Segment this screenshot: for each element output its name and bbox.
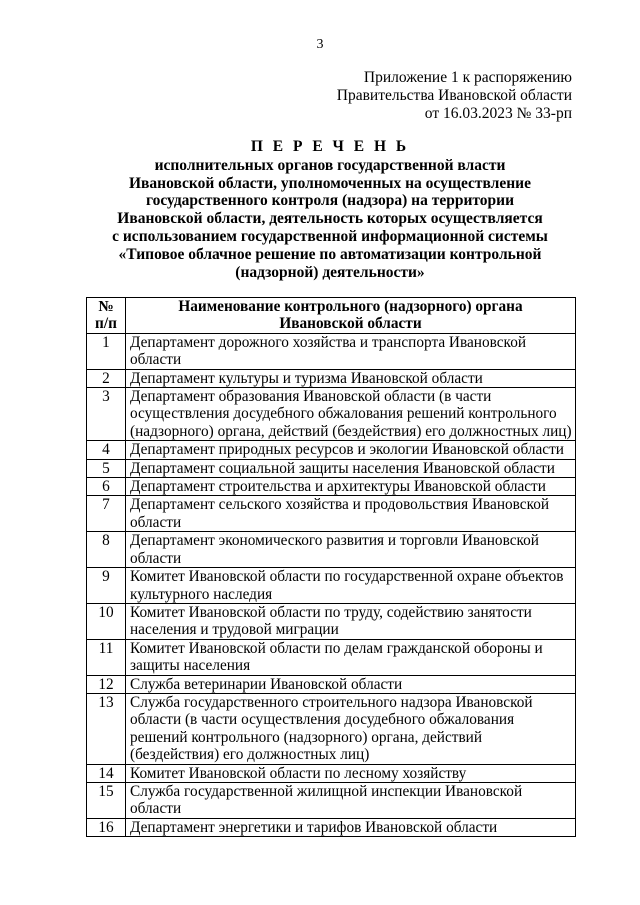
agency-name-line: (надзорного) органа, действий (бездействия) его должностных лиц) bbox=[130, 422, 572, 440]
row-number: 12 bbox=[87, 675, 126, 693]
agencies-table bbox=[86, 297, 576, 837]
agency-name bbox=[126, 532, 576, 568]
agency-name bbox=[126, 496, 576, 532]
agency-name bbox=[126, 639, 576, 675]
table-row bbox=[87, 764, 576, 782]
title-main: П Е Р Е Ч Е Н Ь bbox=[250, 138, 410, 155]
row-number: 10 bbox=[87, 603, 126, 639]
agency-name bbox=[126, 388, 576, 441]
table-row bbox=[87, 333, 576, 369]
agency-name bbox=[126, 441, 576, 459]
header-name bbox=[126, 298, 576, 334]
table-row bbox=[87, 388, 576, 441]
row-number: 16 bbox=[87, 818, 126, 836]
agency-name-line: Комитет Ивановской области по государственной охране объектов bbox=[130, 568, 564, 586]
agency-name-line: Комитет Ивановской области по лесному хозяйству bbox=[130, 764, 467, 782]
title-line: (надзорной) деятельности» bbox=[235, 263, 425, 281]
title-line: исполнительных органов государственной власти bbox=[154, 156, 506, 174]
appendix-note bbox=[337, 69, 572, 123]
agency-name bbox=[126, 818, 576, 836]
row-number: 3 bbox=[87, 388, 126, 441]
agency-name bbox=[126, 693, 576, 764]
table-row bbox=[87, 459, 576, 477]
agency-name-line: населения и трудовой миграции bbox=[130, 621, 339, 639]
agency-name-line: защиты населения bbox=[130, 657, 251, 675]
agency-name-line: области bbox=[130, 549, 182, 567]
row-number: 4 bbox=[87, 441, 126, 459]
agency-name-line: Департамент культуры и туризма Ивановской области bbox=[130, 369, 483, 387]
table-row bbox=[87, 782, 576, 818]
agency-name-line: Департамент дорожного хозяйства и транспорта Ивановской bbox=[130, 333, 527, 351]
table-row bbox=[87, 441, 576, 459]
agency-name-line: культурного наследия bbox=[130, 585, 273, 603]
header-line: Наименование контрольного (надзорного) органа bbox=[178, 298, 523, 315]
appendix-line: Приложение 1 к распоряжению bbox=[363, 69, 572, 86]
agency-name-line: области (в части осуществления досудебного обжалования bbox=[130, 711, 515, 729]
agency-name-line: области bbox=[130, 351, 182, 369]
row-number: 1 bbox=[87, 333, 126, 369]
table-row bbox=[87, 532, 576, 568]
agency-name bbox=[126, 782, 576, 818]
agency-name-line: решений контрольного (надзорного) органа, действий bbox=[130, 728, 483, 746]
agency-name bbox=[126, 333, 576, 369]
agency-name-line: Служба государственной жилищной инспекции Ивановской bbox=[130, 782, 523, 800]
appendix-line: от 16.03.2023 № 33-рп bbox=[424, 105, 572, 122]
title-line: государственного контроля (надзора) на территории bbox=[145, 192, 515, 210]
row-number: 9 bbox=[87, 568, 126, 604]
agency-name-line: Служба государственного строительного надзора Ивановской bbox=[130, 693, 533, 711]
table-header-row bbox=[87, 298, 576, 334]
row-number: 8 bbox=[87, 532, 126, 568]
header-line: № bbox=[98, 298, 114, 315]
agency-name bbox=[126, 459, 576, 477]
agency-name-line: Комитет Ивановской области по делам гражданской обороны и bbox=[130, 639, 543, 657]
row-number: 11 bbox=[87, 639, 126, 675]
agency-name-line: Департамент экономического развития и торговли Ивановской bbox=[130, 532, 539, 550]
table-row bbox=[87, 496, 576, 532]
header-number bbox=[87, 298, 126, 334]
row-number: 7 bbox=[87, 496, 126, 532]
title-line: с использованием государственной информационной системы bbox=[112, 227, 548, 245]
agency-name bbox=[126, 568, 576, 604]
agency-name-line: Департамент строительства и архитектуры Ивановской области bbox=[130, 478, 546, 496]
row-number: 6 bbox=[87, 478, 126, 496]
agency-name bbox=[126, 478, 576, 496]
agency-name bbox=[126, 675, 576, 693]
agency-name bbox=[126, 764, 576, 782]
agency-name-line: Департамент социальной защиты населения Ивановской области bbox=[130, 459, 555, 477]
agency-name-line: Департамент образования Ивановской области (в части bbox=[130, 388, 492, 406]
page-number: 3 bbox=[316, 37, 324, 52]
table-row bbox=[87, 568, 576, 604]
table-row bbox=[87, 478, 576, 496]
title-line: Ивановской области, уполномоченных на осуществление bbox=[128, 174, 531, 192]
title-line: Ивановской области, деятельность которых осуществляется bbox=[117, 210, 543, 228]
table-row bbox=[87, 818, 576, 836]
appendix-line: Правительства Ивановской области bbox=[336, 87, 572, 104]
row-number: 13 bbox=[87, 693, 126, 764]
table-row bbox=[87, 369, 576, 387]
row-number: 15 bbox=[87, 782, 126, 818]
table-row bbox=[87, 639, 576, 675]
header-line: п/п bbox=[95, 315, 117, 333]
table-row bbox=[87, 675, 576, 693]
row-number: 2 bbox=[87, 369, 126, 387]
document-title bbox=[80, 138, 580, 281]
table-body bbox=[87, 333, 576, 836]
header-line: Ивановской области bbox=[279, 315, 422, 333]
agency-name-line: (бездействия) его должностных лиц) bbox=[130, 746, 370, 764]
agency-name-line: области bbox=[130, 800, 182, 818]
agency-name-line: Департамент природных ресурсов и экологии Ивановской области bbox=[130, 441, 564, 459]
agency-name-line: Департамент энергетики и тарифов Ивановской области bbox=[130, 818, 498, 836]
agency-name-line: осуществления досудебного обжалования решений контрольного bbox=[130, 405, 557, 423]
agency-name bbox=[126, 603, 576, 639]
table-row bbox=[87, 693, 576, 764]
table-row bbox=[87, 603, 576, 639]
title-line: «Типовое облачное решение по автоматизации контрольной bbox=[118, 245, 542, 263]
agency-name bbox=[126, 369, 576, 387]
agency-name-line: Служба ветеринарии Ивановской области bbox=[130, 675, 403, 693]
agency-name-line: области bbox=[130, 513, 182, 531]
row-number: 14 bbox=[87, 764, 126, 782]
agency-name-line: Комитет Ивановской области по труду, содействию занятости bbox=[130, 603, 532, 621]
agency-name-line: Департамент сельского хозяйства и продовольствия Ивановской bbox=[130, 496, 550, 514]
row-number: 5 bbox=[87, 459, 126, 477]
